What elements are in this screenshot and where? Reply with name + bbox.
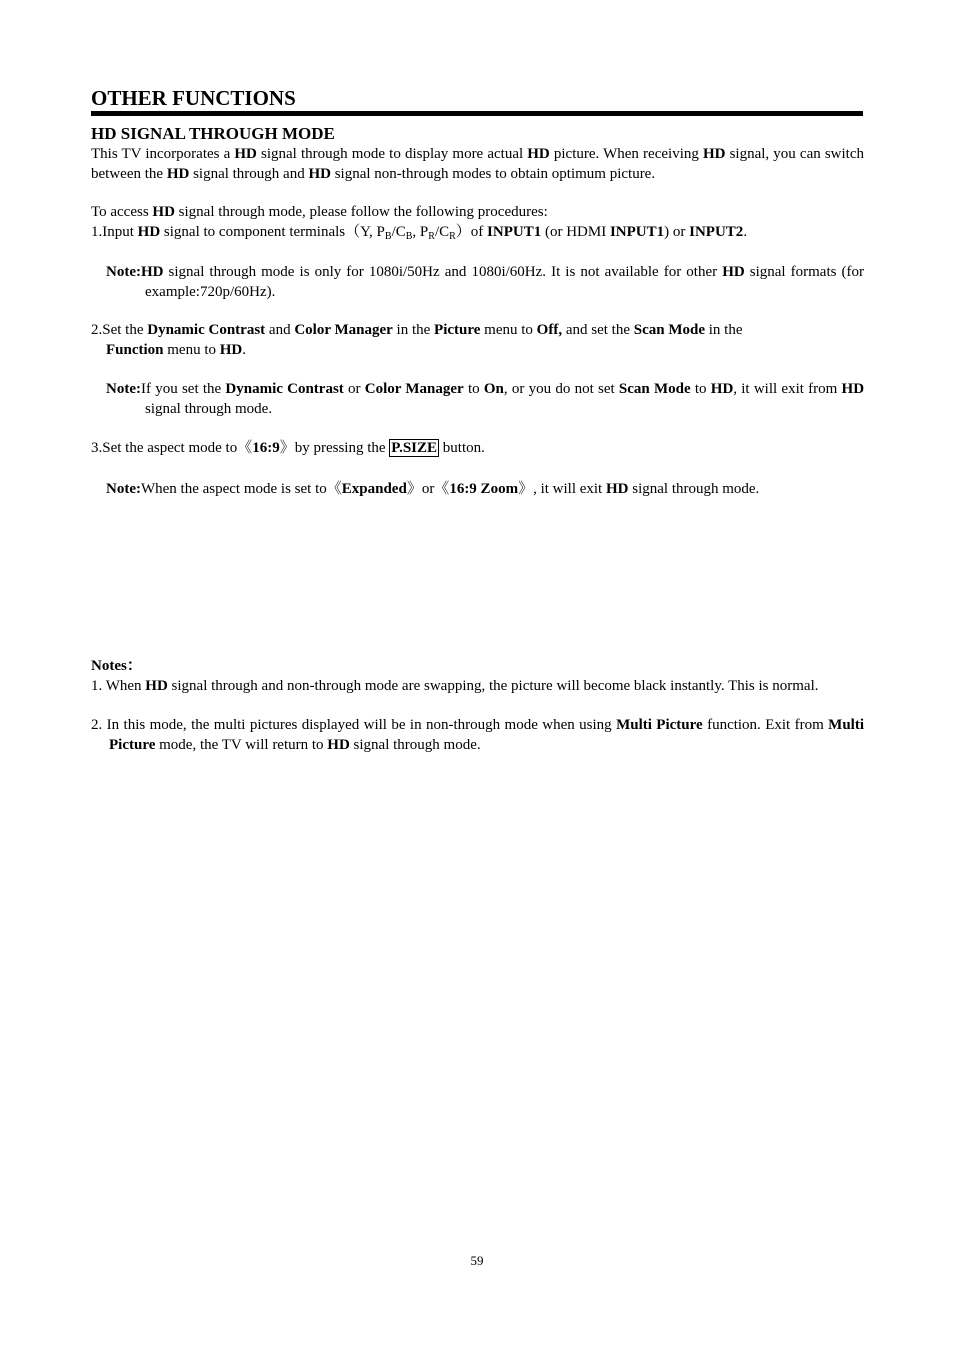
- note-1: Note:HD signal through mode is only for 1080i/50Hz and 1080i/60Hz. It is not available for other HD signal formats (for example:720p/60Hz).: [106, 264, 864, 300]
- title-rule: [91, 111, 863, 116]
- step-1: 1.Input HD signal to component terminals（Y, $P_B/C_B$, $P_R/C_R)of$ INPUT1 (or HDMI INPUT1) or INPUT2.: [91, 224, 748, 242]
- note-3: Note:When the aspect mode is set to《Expanded》or《16:9 Zoom》, it will exit HD signal through mode.: [106, 481, 760, 497]
- notes-label: Notes：: [91, 658, 142, 674]
- notes-item-1: 1. When HD signal through and non-through mode are swapping, the picture will become black instantly. This is normal.: [91, 678, 819, 694]
- notes-item-2: 2. In this mode, the multi pictures displayed will be in non-through mode when using Multi Picture function. Exit from Multi Picture mode, the TV will return to HD signal through mode.: [91, 717, 864, 753]
- p-size-button-label: P.SIZE: [391, 440, 438, 456]
- page-title: OTHER FUNCTIONS: [91, 86, 296, 110]
- intro-paragraph: This TV incorporates a HD signal through mode to display more actual HD picture. When receiving HD signal, you can switch between the HD signal through and HD signal non-through modes to obtain optimum picture.: [91, 146, 865, 182]
- access-paragraph: To access HD signal through mode, please follow the following procedures:: [91, 204, 548, 220]
- step-2: 2.Set the Dynamic Contrast and Color Manager in the Picture menu to Off, and set the Scan Mode in the Function menu to HD.: [91, 322, 743, 358]
- page-number: 59: [470, 1253, 484, 1268]
- note-2: Note:If you set the Dynamic Contrast or Color Manager to On, or you do not set Scan Mode to HD, it will exit from HD signal through mode.: [106, 381, 865, 417]
- section-title: HD SIGNAL THROUGH MODE: [91, 124, 335, 143]
- step-3: 3.Set the aspect mode to《16:9》by pressing the P.SIZE button.: [91, 440, 485, 456]
